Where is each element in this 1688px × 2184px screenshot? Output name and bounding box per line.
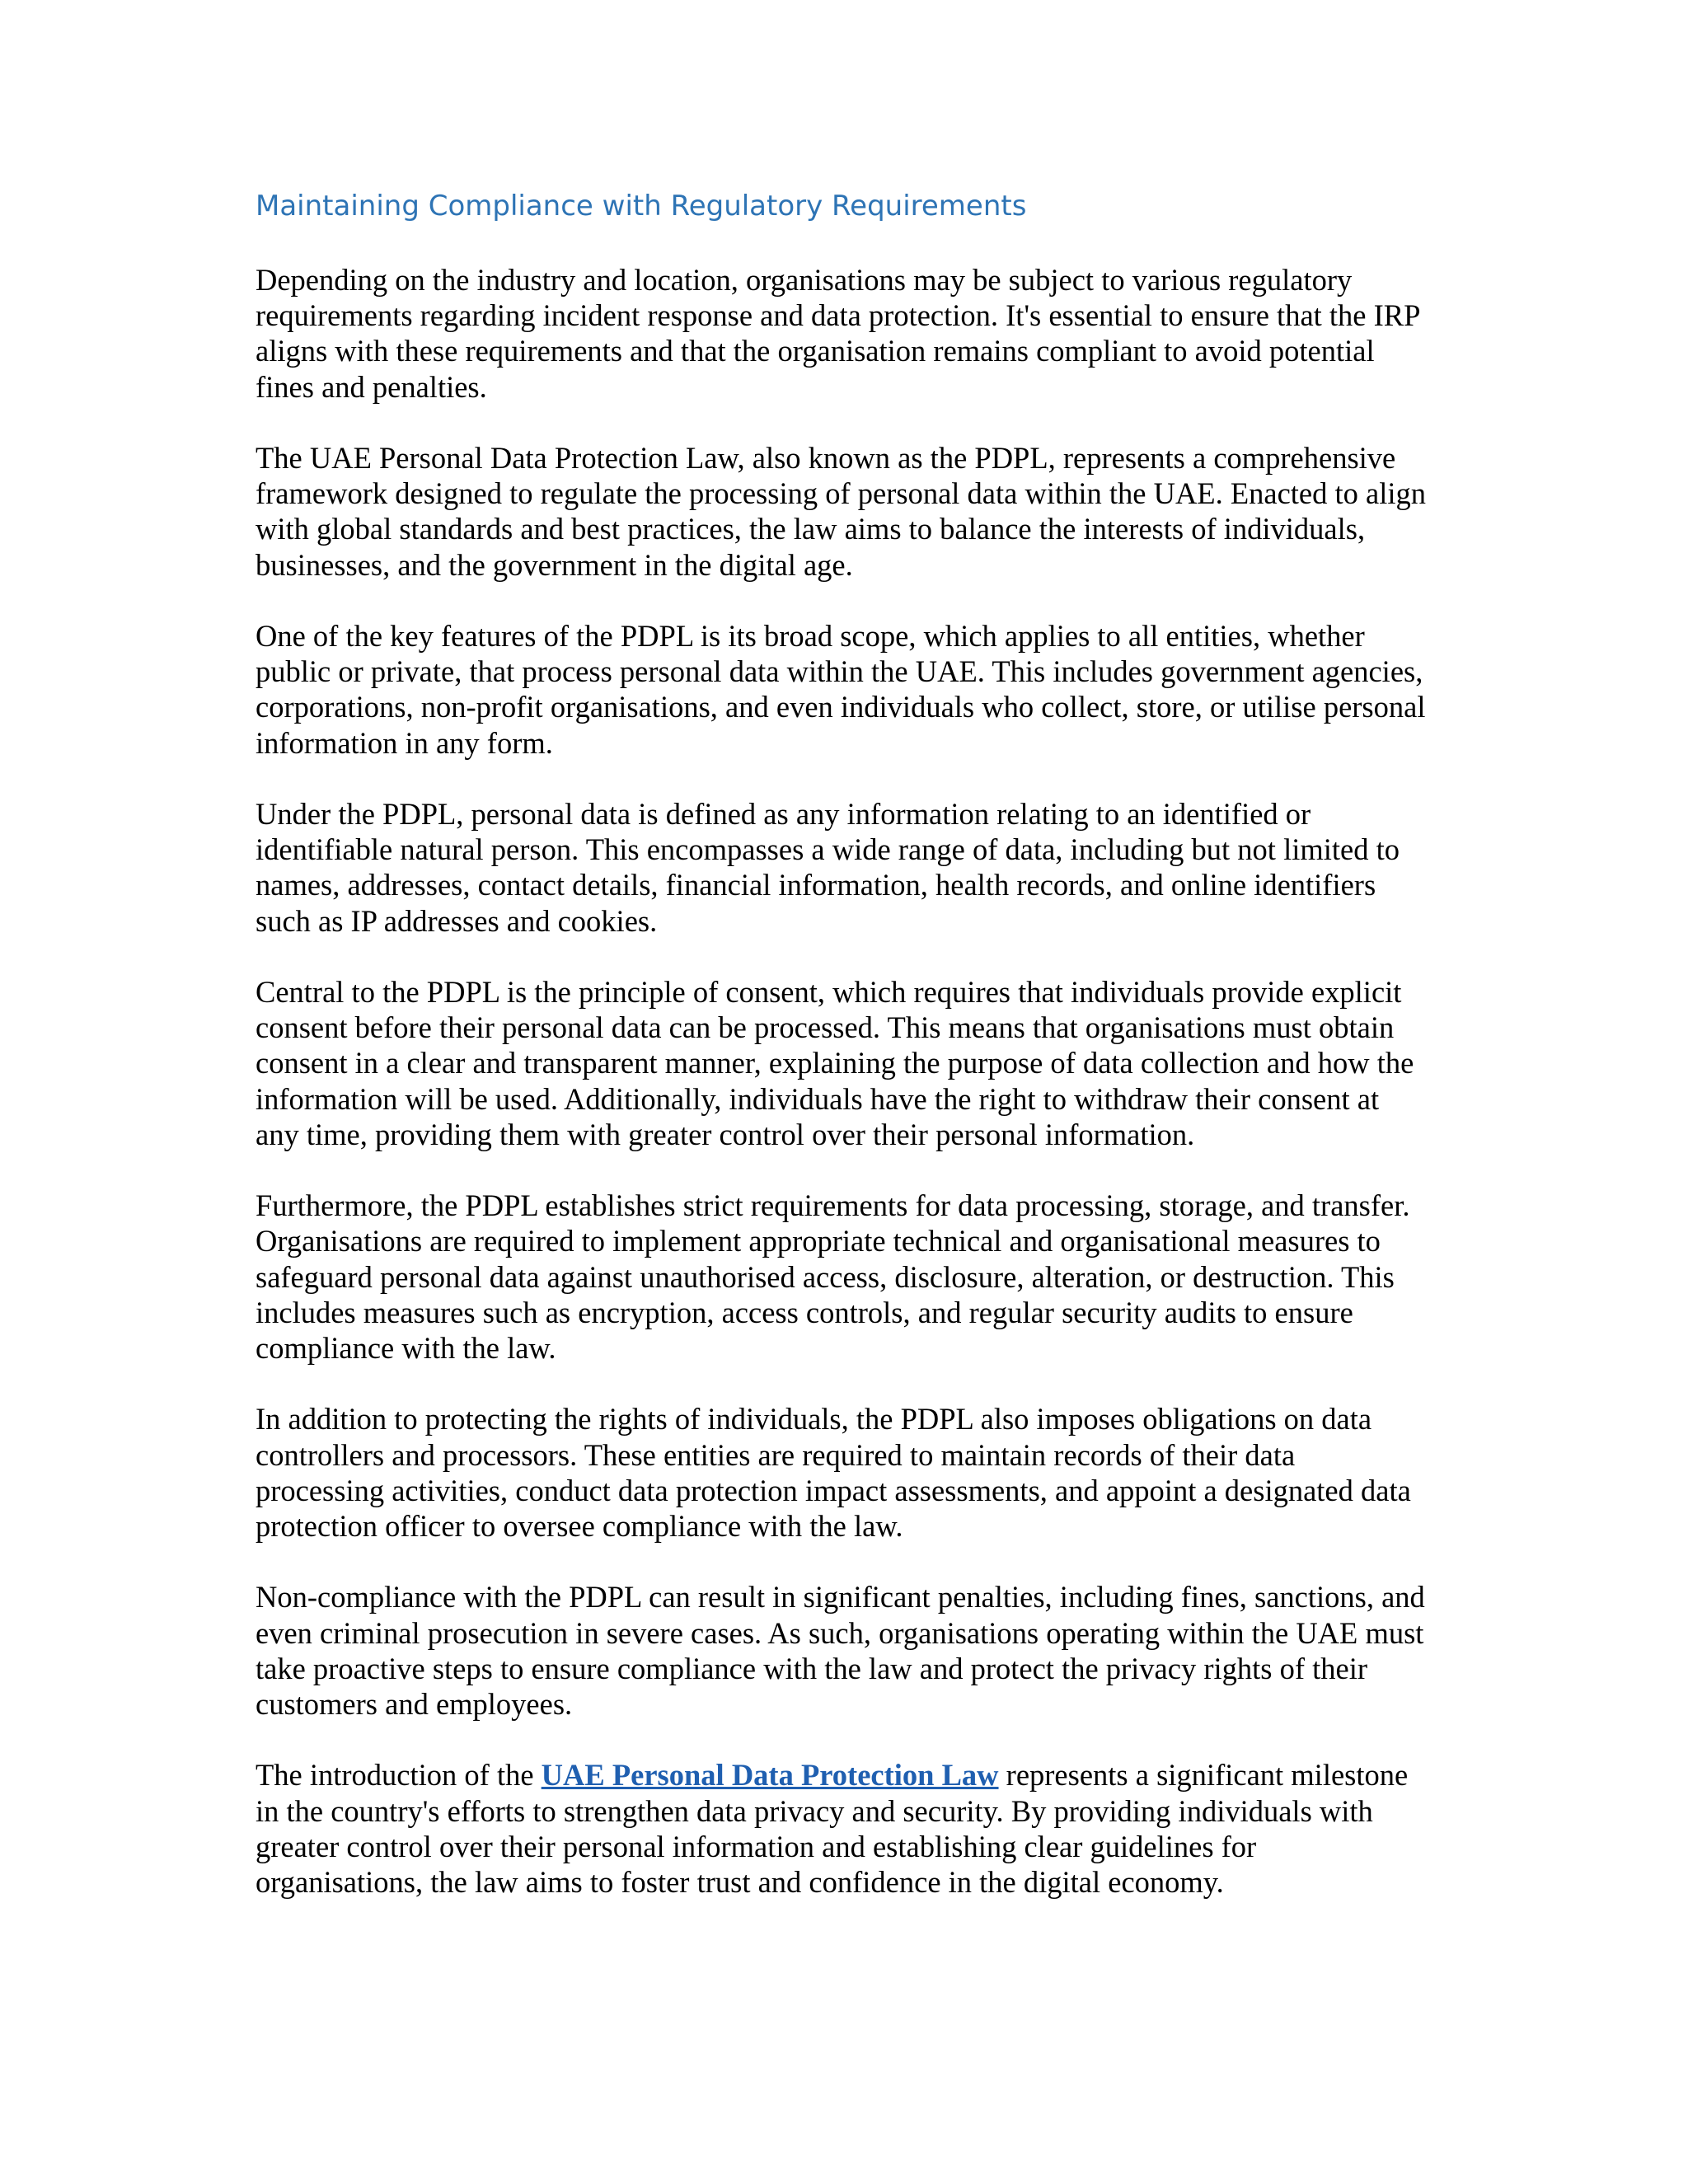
section-heading: Maintaining Compliance with Regulatory Requirements (256, 190, 1027, 223)
paragraph-controller-obligations: In addition to protecting the rights of individuals, the PDPL also imposes obligations on data controllers and processors. These entities are required to maintain records of their data processing activities, conduct data protection impact assessments, and appoint a designated data protection officer to oversee compliance with the law. (256, 1402, 1411, 1544)
document-body (256, 262, 1426, 1935)
final-paragraph-trailing-text: represents a significant milestone in the country's efforts to strengthen data privacy and security. By providing individuals with greater control over their personal information and establishing clear guidelines for organisations, the law aims to foster trust and confidence in the digital economy. (256, 1758, 1409, 1900)
paragraph-non-compliance: Non-compliance with the PDPL can result in significant penalties, including fines, sanctions, and even criminal prosecution in severe cases. As such, organisations operating within the UAE must take proactive steps to ensure compliance with the law and protect the privacy rights of their customers and employees. (256, 1580, 1425, 1722)
uae-pdpl-link[interactable]: UAE Personal Data Protection Law (541, 1758, 999, 1793)
paragraph-pdpl-overview: The UAE Personal Data Protection Law, also known as the PDPL, represents a comprehensive framework designed to regulate the processing of personal data within the UAE. Enacted to align with global standards and best practices, the law aims to balance the interests of individuals, businesses, and the government in the digital age. (256, 441, 1427, 582)
paragraph-processing-requirements: Furthermore, the PDPL establishes strict requirements for data processing, storage, and transfer. Organisations are required to implement appropriate technical and organisational measures to safeguard personal data against unauthorised access, disclosure, alteration, or destruction. This includes measures such as encryption, access controls, and regular security audits to ensure compliance with the law. (256, 1188, 1410, 1366)
paragraph-consent: Central to the PDPL is the principle of consent, which requires that individuals provide explicit consent before their personal data can be processed. This means that organisations must obtain consent in a clear and transparent manner, explaining the purpose of data collection and how the information will be used. Additionally, individuals have the right to withdraw their consent at any time, providing them with greater control over their personal information. (256, 975, 1414, 1151)
final-paragraph-lead-text: The introduction of the (256, 1758, 542, 1793)
paragraph-introduction-of-law (256, 1757, 1426, 1900)
paragraph-personal-data-definition: Under the PDPL, personal data is defined as any information relating to an identified or identifiable natural person. This encompasses a wide range of data, including but not limited to names, addresses, contact details, financial information, health records, and online identifiers such as IP addresses and cookies. (256, 797, 1400, 938)
paragraph-pdpl-scope: One of the key features of the PDPL is its broad scope, which applies to all entities, whether public or private, that process personal data within the UAE. This includes government agencies, corporations, non-profit organisations, and even individuals who collect, store, or utilise personal information in any form. (256, 619, 1426, 760)
paragraph-regulatory-requirements: Depending on the industry and location, organisations may be subject to various regulatory requirements regarding incident response and data protection. It's essential to ensure that the IRP aligns with these requirements and that the organisation remains compliant to avoid potential fines and penalties. (256, 263, 1420, 404)
